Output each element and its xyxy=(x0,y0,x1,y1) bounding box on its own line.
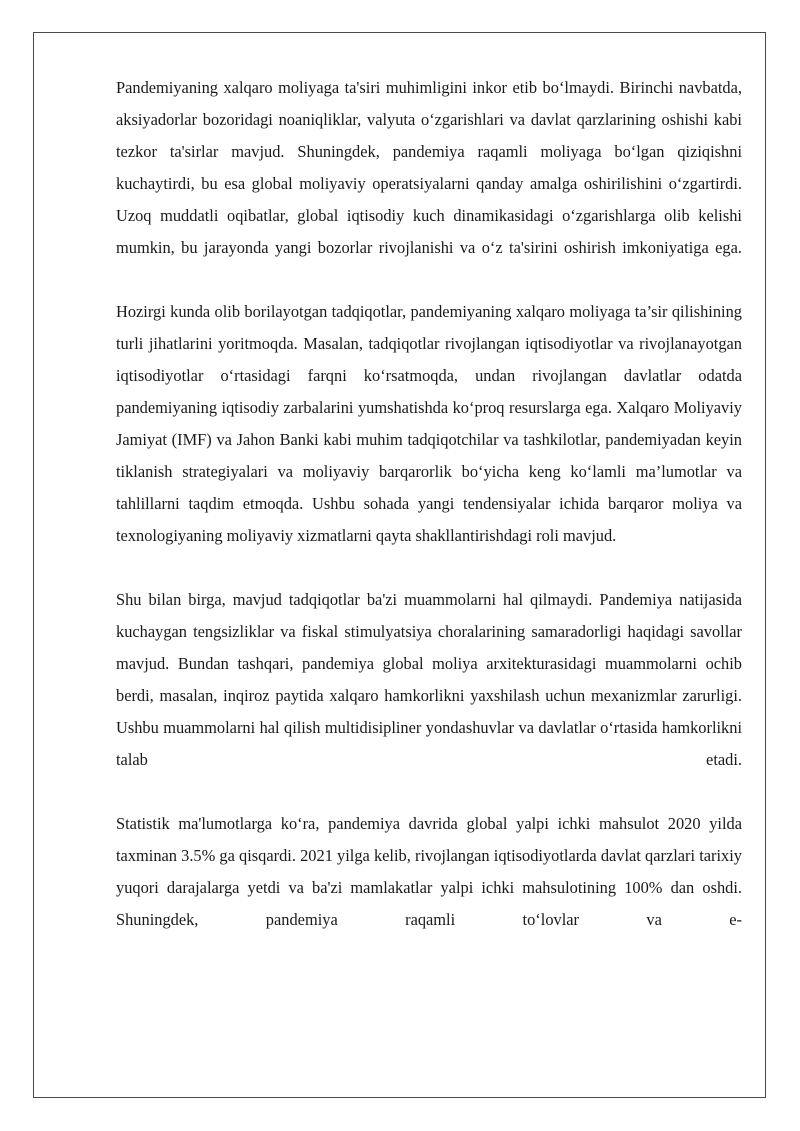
paragraph-1: Pandemiyaning xalqaro moliyaga ta'siri muhimligini inkor etib bo‘lmaydi. Birinchi navbatda, aksiyadorlar bozoridagi noaniqliklar, valyuta o‘zgarishlari va davlat qarzlarining oshishi kabi tezkor ta'sirlar mavjud. Shuningdek, pandemiya raqamli moliyaga bo‘lgan qiziqishni kuchaytirdi, bu esa global moliyaviy operatsiyalarni qanday amalga oshirilishini o‘zgartirdi. Uzoq muddatli oqibatlar, global iqtisodiy kuch dinamikasidagi o‘zgarishlarga olib kelishi mumkin, bu jarayonda yangi bozorlar rivojlanishi va o‘z ta'sirini oshirish imkoniyatiga ega. xyxy=(116,78,742,257)
paragraph-2: Hozirgi kunda olib borilayotgan tadqiqotlar, pandemiyaning xalqaro moliyaga ta’sir qilishining turli jihatlarini yoritmoqda. Masalan, tadqiqotlar rivojlangan iqtisodiyotlar va rivojlanayotgan iqtisodiyotlar o‘rtasidagi farqni ko‘rsatmoqda, undan rivojlangan davlatlar odatda pandemiyaning iqtisodiy zarbalarini yumshatishda ko‘proq resurslarga ega. Xalqaro Moliyaviy Jamiyat (IMF) va Jahon Banki kabi muhim tadqiqotchilar va tashkilotlar, pandemiyadan keyin tiklanish strategiyalari va moliyaviy barqarorlik bo‘yicha keng ko‘lamli ma’lumotlar va tahlillarni taqdim etmoqda. Ushbu sohada yangi tendensiyalar ichida barqaror moliya va texnologiyaning moliyaviy xizmatlarni qayta shakllantirishdagi roli mavjud. xyxy=(116,302,742,545)
document-body xyxy=(116,72,742,968)
paragraph-4: Statistik ma'lumotlarga ko‘ra, pandemiya davrida global yalpi ichki mahsulot 2020 yilda taxminan 3.5% ga qisqardi. 2021 yilga kelib, rivojlangan iqtisodiyotlarda davlat qarzlari tarixiy yuqori darajalarga yetdi va ba'zi mamlakatlar yalpi ichki mahsulotining 100% dan oshdi. Shuningdek, pandemiya raqamli to‘lovlar va e- xyxy=(116,814,742,929)
paragraph-3: Shu bilan birga, mavjud tadqiqotlar ba'zi muammolarni hal qilmaydi. Pandemiya natijasida kuchaygan tengsizliklar va fiskal stimulyatsiya choralarining samaradorligi haqidagi savollar mavjud. Bundan tashqari, pandemiya global moliya arxitekturasidagi muammolarni ochib berdi, masalan, inqiroz paytida xalqaro hamkorlikni yaxshilash uchun mexanizmlar zarurligi. Ushbu muammolarni hal qilish multidisipliner yondashuvlar va davlatlar o‘rtasida hamkorlikni talab etadi. xyxy=(116,590,742,769)
